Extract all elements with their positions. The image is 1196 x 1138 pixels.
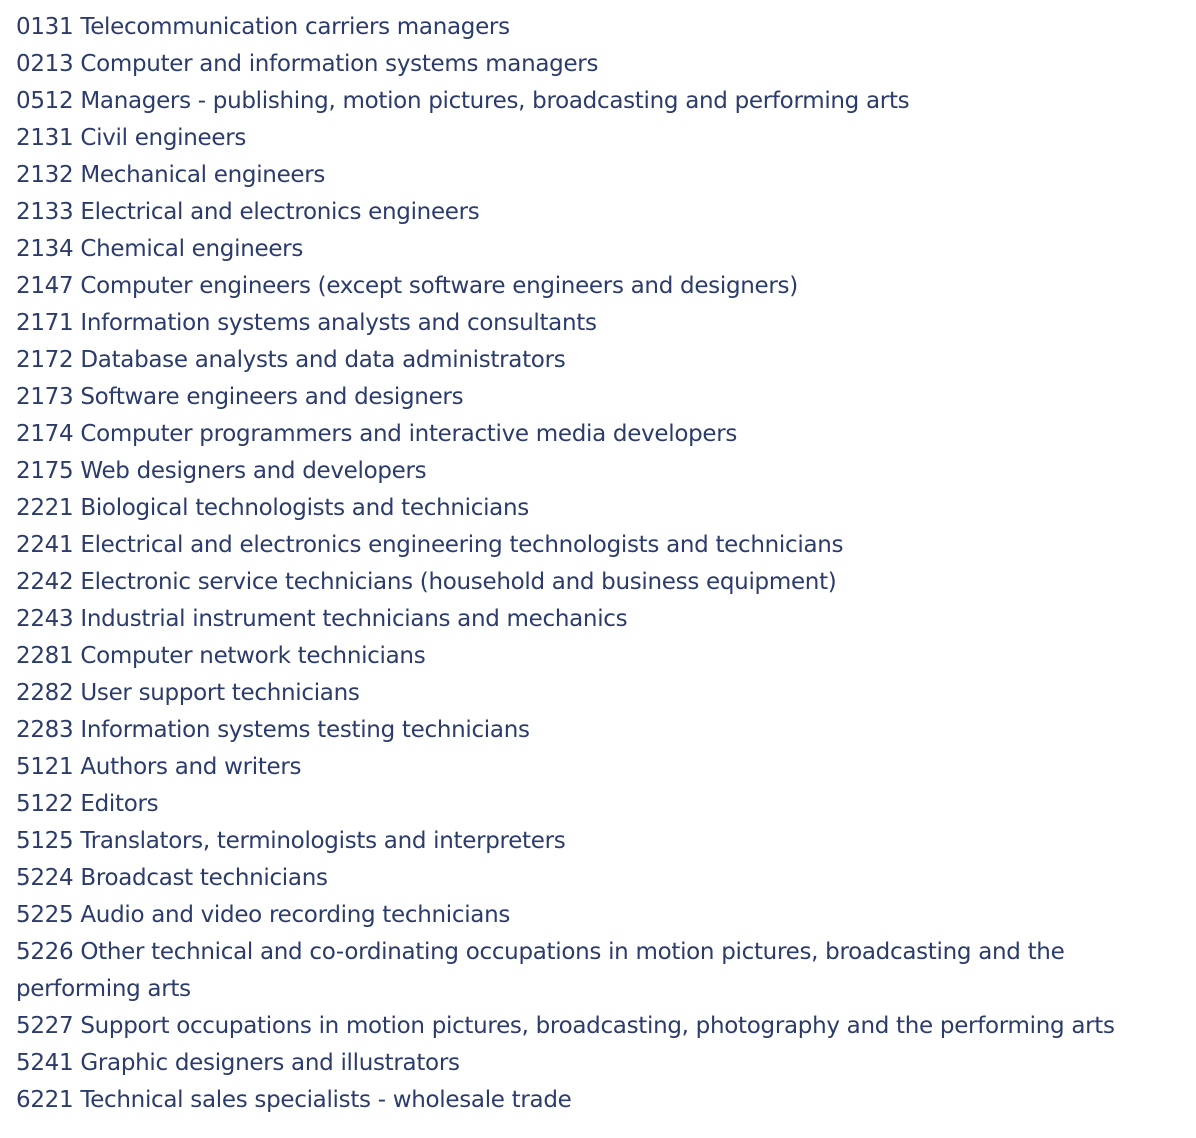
list-item	[16, 934, 1186, 1008]
occupation-code: 2171	[16, 310, 74, 336]
occupation-code: 5227	[16, 1013, 74, 1039]
list-item	[16, 268, 1186, 305]
list-item	[16, 1008, 1186, 1045]
occupation-code: 2241	[16, 532, 74, 558]
occupation-code: 5224	[16, 865, 74, 891]
occupation-code: 0512	[16, 88, 74, 114]
occupation-code: 2147	[16, 273, 74, 299]
occupation-title: Authors and writers	[80, 754, 302, 780]
occupation-title: Computer and information systems managers	[80, 51, 599, 77]
occupation-title: Technical sales specialists - wholesale trade	[80, 1087, 572, 1113]
list-item	[16, 9, 1186, 46]
list-item	[16, 749, 1186, 786]
list-item	[16, 897, 1186, 934]
list-item	[16, 157, 1186, 194]
occupation-title: Computer network technicians	[80, 643, 426, 669]
occupation-title: Translators, terminologists and interpreters	[80, 828, 566, 854]
occupation-code: 2221	[16, 495, 74, 521]
occupation-code: 2173	[16, 384, 74, 410]
list-item	[16, 490, 1186, 527]
occupation-title: Web designers and developers	[80, 458, 427, 484]
occupation-code: 5226	[16, 939, 74, 965]
occupation-title: Audio and video recording technicians	[80, 902, 511, 928]
list-item	[16, 416, 1186, 453]
occupation-title: Editors	[80, 791, 159, 817]
occupation-code: 5225	[16, 902, 74, 928]
occupation-title: Chemical engineers	[80, 236, 304, 262]
occupation-code: 0131	[16, 14, 74, 40]
list-item	[16, 601, 1186, 638]
occupation-title: Mechanical engineers	[80, 162, 326, 188]
list-item	[16, 231, 1186, 268]
occupation-title: Software engineers and designers	[80, 384, 464, 410]
list-item	[16, 823, 1186, 860]
occupation-code: 5241	[16, 1050, 74, 1076]
occupation-code: 2132	[16, 162, 74, 188]
occupation-code: 2175	[16, 458, 74, 484]
occupation-title: Managers - publishing, motion pictures, broadcasting and performing arts	[80, 88, 910, 114]
occupation-code: 2172	[16, 347, 74, 373]
list-item	[16, 527, 1186, 564]
occupation-code: 2131	[16, 125, 74, 151]
occupation-code: 2282	[16, 680, 74, 706]
occupation-title: Biological technologists and technicians	[80, 495, 529, 521]
occupation-code: 2134	[16, 236, 74, 262]
list-item	[16, 46, 1186, 83]
occupation-title: Telecommunication carriers managers	[80, 14, 510, 40]
list-item	[16, 379, 1186, 416]
occupation-title: Electrical and electronics engineers	[80, 199, 480, 225]
occupation-code: 2242	[16, 569, 74, 595]
occupation-title: Electronic service technicians (household and business equipment)	[80, 569, 837, 595]
occupation-list	[16, 9, 1186, 1119]
occupation-code: 2283	[16, 717, 74, 743]
occupation-code: 2281	[16, 643, 74, 669]
occupation-code: 2133	[16, 199, 74, 225]
occupation-title: Graphic designers and illustrators	[80, 1050, 460, 1076]
occupation-title: Industrial instrument technicians and mechanics	[80, 606, 628, 632]
occupation-code: 2174	[16, 421, 74, 447]
list-item	[16, 1045, 1186, 1082]
list-item	[16, 638, 1186, 675]
occupation-title: Database analysts and data administrators	[80, 347, 566, 373]
occupation-code: 5121	[16, 754, 74, 780]
list-item	[16, 564, 1186, 601]
list-item	[16, 453, 1186, 490]
occupation-title: Computer engineers (except software engineers and designers)	[80, 273, 798, 299]
occupation-title: Computer programmers and interactive media developers	[80, 421, 738, 447]
occupation-code: 5125	[16, 828, 74, 854]
list-item	[16, 305, 1186, 342]
occupation-title: User support technicians	[80, 680, 360, 706]
occupation-code: 5122	[16, 791, 74, 817]
list-item	[16, 675, 1186, 712]
occupation-title: Support occupations in motion pictures, broadcasting, photography and the performing arts	[80, 1013, 1115, 1039]
occupation-title: Information systems analysts and consultants	[80, 310, 597, 336]
occupation-title: Electrical and electronics engineering technologists and technicians	[80, 532, 844, 558]
list-item	[16, 1082, 1186, 1119]
occupation-code: 2243	[16, 606, 74, 632]
list-item	[16, 860, 1186, 897]
occupation-title: Information systems testing technicians	[80, 717, 530, 743]
list-item	[16, 120, 1186, 157]
occupation-title: Other technical and co-ordinating occupations in motion pictures, broadcasting and the performing arts	[16, 939, 1065, 1002]
list-item	[16, 712, 1186, 749]
occupation-code: 6221	[16, 1087, 74, 1113]
occupation-title: Broadcast technicians	[80, 865, 328, 891]
occupation-title: Civil engineers	[80, 125, 247, 151]
list-item	[16, 342, 1186, 379]
list-item	[16, 83, 1186, 120]
list-item	[16, 194, 1186, 231]
list-item	[16, 786, 1186, 823]
occupation-code: 0213	[16, 51, 74, 77]
